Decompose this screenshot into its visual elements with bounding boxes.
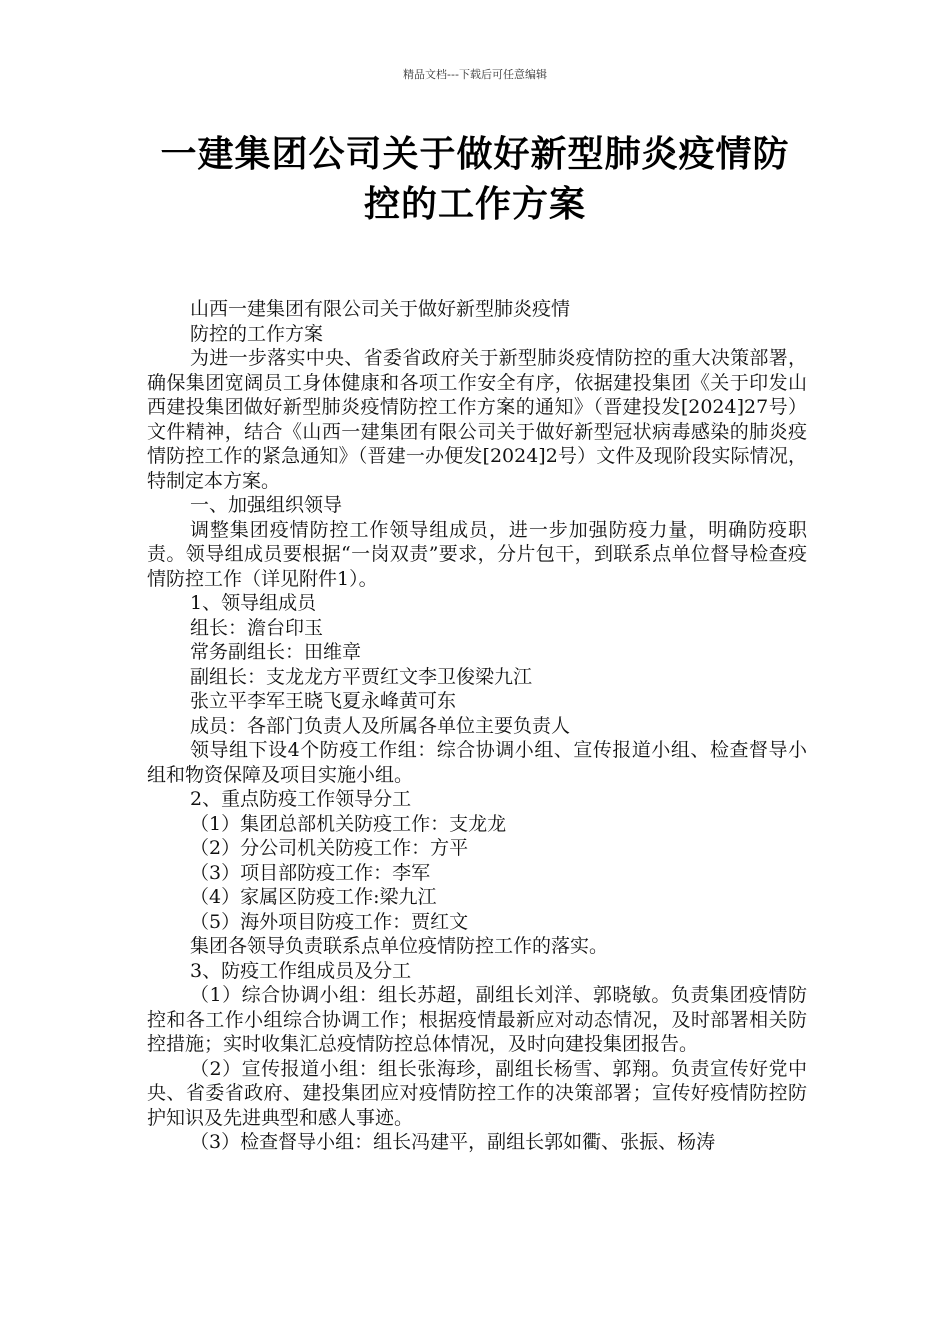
list-item: （3）项目部防疫工作：李军 [190,861,431,884]
subtitle-line-2: 防控的工作方案 [190,322,324,345]
paragraph: （1）综合协调小组：组长苏超，副组长刘洋、郭晓敏。负责集团疫情防控和各工作小组综合协调工作；根据疫情最新应对动态情况，及时部署相关防控措施；实时收集汇总疫情防控总体情况，及时向建投集团报告。 [147,984,807,1055]
paragraph: （3）检查督导小组：组长冯建平，副组长郭如衢、张振、杨涛 [190,1131,716,1153]
list-item: （1）集团总部机关防疫工作：支龙龙 [190,812,507,835]
header-note: 精品文档---下载后可任意编辑 [403,68,547,81]
list-item: （5）海外项目防疫工作：贾红文 [190,910,469,933]
paragraph: 集团各领导负责联系点单位疫情防控工作的落实。 [190,935,609,957]
paragraph: 领导组下设4个防疫工作组：综合协调小组、宣传报道小组、检查督导小组和物资保障及项目实施小组。 [147,739,807,786]
subsection-heading: 3、防疫工作组成员及分工 [190,959,412,982]
paragraph: （2）宣传报道小组：组长张海珍，副组长杨雪、郭翔。负责宣传好党中央、省委省政府、建投集团应对疫情防控工作的决策部署；宣传好疫情防控防护知识及先进典型和感人事迹。 [147,1057,807,1129]
list-item: 张立平李军王晓飞夏永峰黄可东 [190,690,457,712]
list-item: 常务副组长：田维章 [190,641,362,663]
intro-paragraph: 为进一步落实中央、省委省政府关于新型肺炎疫情防控的重大决策部署，确保集团宽阔员工身体健康和各项工作安全有序，依据建投集团《关于印发山西建投集团做好新型肺炎疫情防控工作方案的通知》（晋建投发[2024]27号）文件精神，结合《山西一建集团有限公司关于做好新型冠状病毒感染的肺炎疫情防控工作的紧急通知》（晋建一办便发[2024]2号）文件及现阶段实际情况，特制定本方案。 [147,347,807,492]
list-item: 组长：澹台印玉 [190,616,324,639]
list-item: 副组长：支龙龙方平贾红文李卫俊梁九江 [190,665,533,688]
list-item: （4）家属区防疫工作:梁九江 [190,886,437,908]
document-title [100,130,850,230]
subsection-heading: 1、领导组成员 [190,592,317,614]
list-item: 成员：各部门负责人及所属各单位主要负责人 [190,714,571,737]
paragraph: 调整集团疫情防控工作领导组成员，进一步加强防疫力量，明确防疫职责。领导组成员要根据“一岗双责”要求，分片包干，到联系点单位督导检查疫情防控工作（详见附件1）。 [147,518,807,590]
list-item: （2）分公司机关防疫工作：方平 [190,837,469,859]
document-body [147,297,807,1155]
title-line-1: 一建集团公司关于做好新型肺炎疫情防 [160,134,790,175]
title-line-2: 控的工作方案 [363,184,586,225]
subsection-heading: 2、重点防疫工作领导分工 [190,788,412,810]
section-heading-1: 一、加强组织领导 [190,494,343,516]
subtitle-line-1: 山西一建集团有限公司关于做好新型肺炎疫情 [190,298,571,320]
